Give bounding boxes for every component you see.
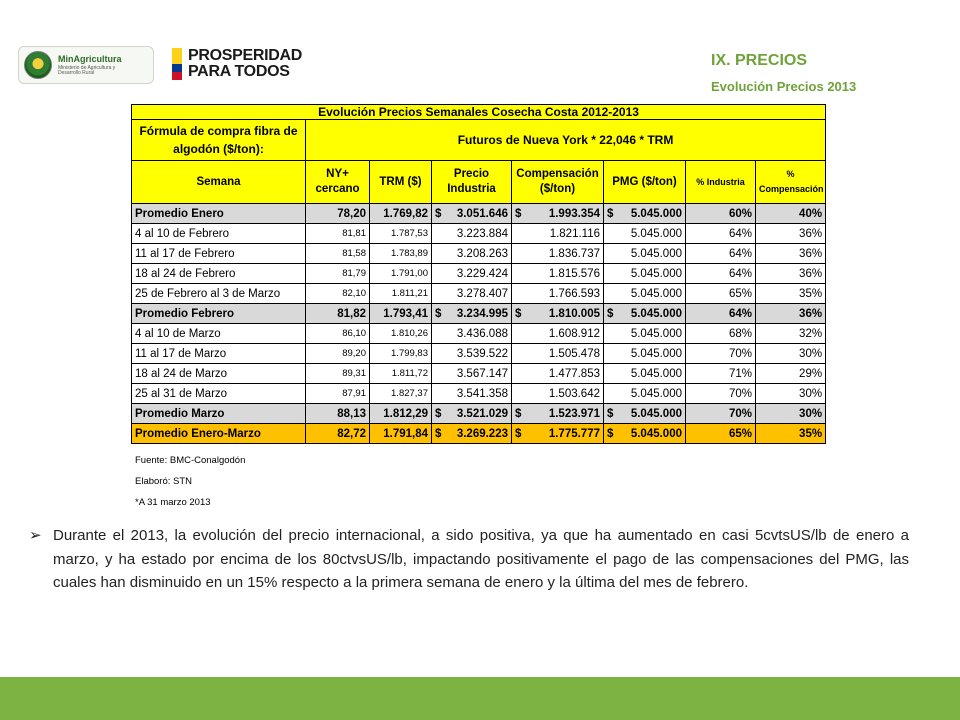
table-title: Evolución Precios Semanales Cosecha Costa 2012-2013 (132, 105, 826, 120)
cell-compensacion-value: 1.477.853 (548, 367, 600, 380)
col-header-pct-compensacion: % Compensación (756, 161, 826, 204)
cell-ny: 81,81 (306, 224, 370, 244)
cell-pmg-value: 5.045.000 (630, 387, 682, 400)
cell-precio (432, 344, 512, 364)
cell-compensacion-value: 1.608.912 (548, 327, 600, 340)
cell-pct-industria: 60% (686, 204, 756, 224)
cell-pct-compensacion: 32% (756, 324, 826, 344)
cell-pct-compensacion: 35% (756, 424, 826, 444)
ministry-logo-subtitle: Ministerio de Agricultura y Desarrollo Rural (58, 64, 116, 76)
currency-symbol: $ (435, 307, 442, 320)
cell-compensacion (512, 404, 604, 424)
cell-precio (432, 324, 512, 344)
cell-compensacion (512, 204, 604, 224)
cell-compensacion-value: 1.836.737 (548, 247, 600, 260)
cell-semana: 25 al 31 de Marzo (132, 384, 306, 404)
cell-precio (432, 364, 512, 384)
summary-text: Durante el 2013, la evolución del precio internacional, a sido positiva, ya que ha aumentado en casi 5cvtsUS/lb de enero a marzo, y ha estado por encima de los 80ctvsUS/lb, impactando positivamente el pago de las compensaciones del PMG, las cuales han disminuido en un 15% respecto a la primera semana de enero y la última del mes de febrero. (53, 527, 909, 591)
cell-pmg-value: 5.045.000 (630, 207, 682, 220)
cell-pct-industria: 64% (686, 244, 756, 264)
cell-trm: 1.810,26 (370, 324, 432, 344)
cell-precio (432, 284, 512, 304)
cell-ny: 78,20 (306, 204, 370, 224)
cell-ny: 87,91 (306, 384, 370, 404)
cell-trm: 1.827,37 (370, 384, 432, 404)
program-logo-line1: PROSPERIDAD (188, 47, 303, 64)
cell-ny: 89,31 (306, 364, 370, 384)
cell-precio (432, 384, 512, 404)
table-row (132, 304, 826, 324)
table-row (132, 244, 826, 264)
cell-precio-value: 3.269.223 (456, 427, 508, 440)
cell-semana: 11 al 17 de Marzo (132, 344, 306, 364)
col-header-precio: Precio Industria (432, 161, 512, 204)
col-header-pct-industria: % Industria (686, 161, 756, 204)
table-row (132, 264, 826, 284)
cell-compensacion (512, 244, 604, 264)
cell-precio (432, 264, 512, 284)
cell-pmg (604, 224, 686, 244)
minagricultura-logo (18, 46, 154, 84)
cell-ny: 82,10 (306, 284, 370, 304)
cell-precio (432, 424, 512, 444)
cell-compensacion (512, 324, 604, 344)
table-title-row (132, 105, 826, 120)
cell-pmg-value: 5.045.000 (630, 227, 682, 240)
cell-ny: 81,79 (306, 264, 370, 284)
cell-pct-industria: 64% (686, 304, 756, 324)
cell-pct-compensacion: 36% (756, 264, 826, 284)
currency-symbol: $ (607, 307, 614, 320)
cell-pct-industria: 70% (686, 344, 756, 364)
note-fecha: *A 31 marzo 2013 (135, 497, 211, 508)
colombia-flag-icon (172, 48, 182, 80)
currency-symbol: $ (515, 307, 522, 320)
cell-pmg-value: 5.045.000 (630, 427, 682, 440)
cell-pmg-value: 5.045.000 (630, 307, 682, 320)
table-row (132, 384, 826, 404)
summary-paragraph (29, 524, 909, 595)
cell-pmg-value: 5.045.000 (630, 367, 682, 380)
cell-pct-compensacion: 30% (756, 384, 826, 404)
cell-compensacion-value: 1.766.593 (548, 287, 600, 300)
cell-precio-value: 3.229.424 (456, 267, 508, 280)
cell-pmg (604, 284, 686, 304)
cell-pct-compensacion: 36% (756, 304, 826, 324)
col-header-trm: TRM ($) (370, 161, 432, 204)
cell-precio (432, 404, 512, 424)
section-title: IX. PRECIOS (711, 52, 808, 69)
cell-pct-compensacion: 30% (756, 404, 826, 424)
cell-trm: 1.787,53 (370, 224, 432, 244)
table-row (132, 404, 826, 424)
cell-pmg (604, 204, 686, 224)
cell-pmg (604, 264, 686, 284)
cell-pct-compensacion: 29% (756, 364, 826, 384)
bullet-arrow-icon: ➢ (29, 527, 42, 544)
currency-symbol: $ (515, 427, 522, 440)
cell-pmg (604, 364, 686, 384)
cell-precio-value: 3.234.995 (456, 307, 508, 320)
cell-pct-industria: 64% (686, 264, 756, 284)
cell-precio-value: 3.208.263 (456, 247, 508, 260)
cell-ny: 86,10 (306, 324, 370, 344)
cell-compensacion-value: 1.503.642 (548, 387, 600, 400)
cell-compensacion (512, 264, 604, 284)
section-subtitle: Evolución Precios 2013 (711, 79, 857, 94)
footer-bar (0, 677, 960, 720)
cell-compensacion (512, 424, 604, 444)
cell-compensacion (512, 384, 604, 404)
cell-semana: Promedio Febrero (132, 304, 306, 324)
col-header-ny: NY+ cercano (306, 161, 370, 204)
cell-pmg (604, 344, 686, 364)
cell-pct-industria: 70% (686, 384, 756, 404)
formula-value: Futuros de Nueva York * 22,046 * TRM (306, 120, 826, 161)
cell-trm: 1.799,83 (370, 344, 432, 364)
cell-ny: 89,20 (306, 344, 370, 364)
table-row (132, 364, 826, 384)
cell-precio (432, 224, 512, 244)
cell-pmg-value: 5.045.000 (630, 287, 682, 300)
cell-compensacion (512, 364, 604, 384)
cell-compensacion-value: 1.815.576 (548, 267, 600, 280)
cell-precio-value: 3.521.029 (456, 407, 508, 420)
prosperidad-logo (172, 46, 302, 82)
table-row (132, 324, 826, 344)
cell-pct-industria: 70% (686, 404, 756, 424)
formula-row (132, 120, 826, 161)
cell-pct-industria: 65% (686, 424, 756, 444)
cell-pmg (604, 244, 686, 264)
cell-compensacion-value: 1.821.116 (549, 227, 600, 240)
cell-precio (432, 204, 512, 224)
cell-compensacion (512, 304, 604, 324)
currency-symbol: $ (607, 207, 614, 220)
currency-symbol: $ (435, 427, 442, 440)
cell-precio-value: 3.567.147 (456, 367, 508, 380)
cell-semana: Promedio Marzo (132, 404, 306, 424)
cell-precio-value: 3.436.088 (456, 327, 508, 340)
currency-symbol: $ (435, 207, 442, 220)
cell-trm: 1.791,84 (370, 424, 432, 444)
cell-compensacion-value: 1.523.971 (548, 407, 600, 420)
cell-pct-compensacion: 35% (756, 284, 826, 304)
cell-compensacion-value: 1.810.005 (548, 307, 600, 320)
currency-symbol: $ (515, 207, 522, 220)
cell-precio-value: 3.541.358 (456, 387, 508, 400)
cell-pct-industria: 65% (686, 284, 756, 304)
cell-trm: 1.791,00 (370, 264, 432, 284)
note-elaboro: Elaboró: STN (135, 476, 193, 487)
currency-symbol: $ (435, 407, 442, 420)
cell-precio-value: 3.539.522 (456, 347, 508, 360)
cell-precio (432, 244, 512, 264)
cell-ny: 82,72 (306, 424, 370, 444)
cell-compensacion (512, 224, 604, 244)
cell-semana: 18 al 24 de Febrero (132, 264, 306, 284)
colombia-seal-icon (24, 51, 52, 79)
cell-ny: 88,13 (306, 404, 370, 424)
ministry-logo-name: MinAgricultura (58, 53, 122, 64)
cell-compensacion-value: 1.505.478 (548, 347, 600, 360)
cell-pct-compensacion: 30% (756, 344, 826, 364)
cell-trm: 1.783,89 (370, 244, 432, 264)
cell-pmg-value: 5.045.000 (630, 267, 682, 280)
cell-pct-compensacion: 40% (756, 204, 826, 224)
cell-pmg (604, 304, 686, 324)
cell-trm: 1.811,72 (370, 364, 432, 384)
cell-precio-value: 3.223.884 (456, 227, 508, 240)
table-row (132, 284, 826, 304)
cell-pct-industria: 71% (686, 364, 756, 384)
cell-trm: 1.811,21 (370, 284, 432, 304)
cell-compensacion (512, 284, 604, 304)
cell-precio-value: 3.278.407 (456, 287, 508, 300)
cell-compensacion (512, 344, 604, 364)
header-row (132, 161, 826, 204)
cell-ny: 81,58 (306, 244, 370, 264)
table-row (132, 424, 826, 444)
note-fuente: Fuente: BMC-Conalgodón (135, 455, 246, 466)
program-logo-line2: PARA TODOS (188, 63, 290, 80)
cell-semana: 18 al 24 de Marzo (132, 364, 306, 384)
table-row (132, 224, 826, 244)
cell-semana: Promedio Enero (132, 204, 306, 224)
cell-pmg-value: 5.045.000 (630, 247, 682, 260)
col-header-pmg: PMG ($/ton) (604, 161, 686, 204)
cell-semana: 4 al 10 de Febrero (132, 224, 306, 244)
cell-pct-compensacion: 36% (756, 244, 826, 264)
cell-pct-industria: 64% (686, 224, 756, 244)
cell-trm: 1.769,82 (370, 204, 432, 224)
cell-semana: 25 de Febrero al 3 de Marzo (132, 284, 306, 304)
cell-pmg-value: 5.045.000 (630, 347, 682, 360)
cell-semana: 11 al 17 de Febrero (132, 244, 306, 264)
col-header-semana: Semana (132, 161, 306, 204)
cell-pmg-value: 5.045.000 (630, 407, 682, 420)
cell-compensacion-value: 1.775.777 (548, 427, 600, 440)
col-header-compensacion: Compensación ($/ton) (512, 161, 604, 204)
cell-trm: 1.793,41 (370, 304, 432, 324)
currency-symbol: $ (515, 407, 522, 420)
cell-precio-value: 3.051.646 (456, 207, 508, 220)
cell-pct-compensacion: 36% (756, 224, 826, 244)
currency-symbol: $ (607, 427, 614, 440)
cell-compensacion-value: 1.993.354 (548, 207, 600, 220)
price-table (131, 104, 826, 444)
cell-pmg (604, 404, 686, 424)
table-row (132, 344, 826, 364)
cell-pct-industria: 68% (686, 324, 756, 344)
cell-trm: 1.812,29 (370, 404, 432, 424)
cell-pmg (604, 424, 686, 444)
currency-symbol: $ (607, 407, 614, 420)
formula-label: Fórmula de compra fibra de algodón ($/ton): (132, 120, 306, 161)
cell-precio (432, 304, 512, 324)
cell-pmg (604, 384, 686, 404)
table-row (132, 204, 826, 224)
cell-pmg (604, 324, 686, 344)
cell-ny: 81,82 (306, 304, 370, 324)
cell-semana: 4 al 10 de Marzo (132, 324, 306, 344)
cell-pmg-value: 5.045.000 (630, 327, 682, 340)
cell-semana: Promedio Enero-Marzo (132, 424, 306, 444)
